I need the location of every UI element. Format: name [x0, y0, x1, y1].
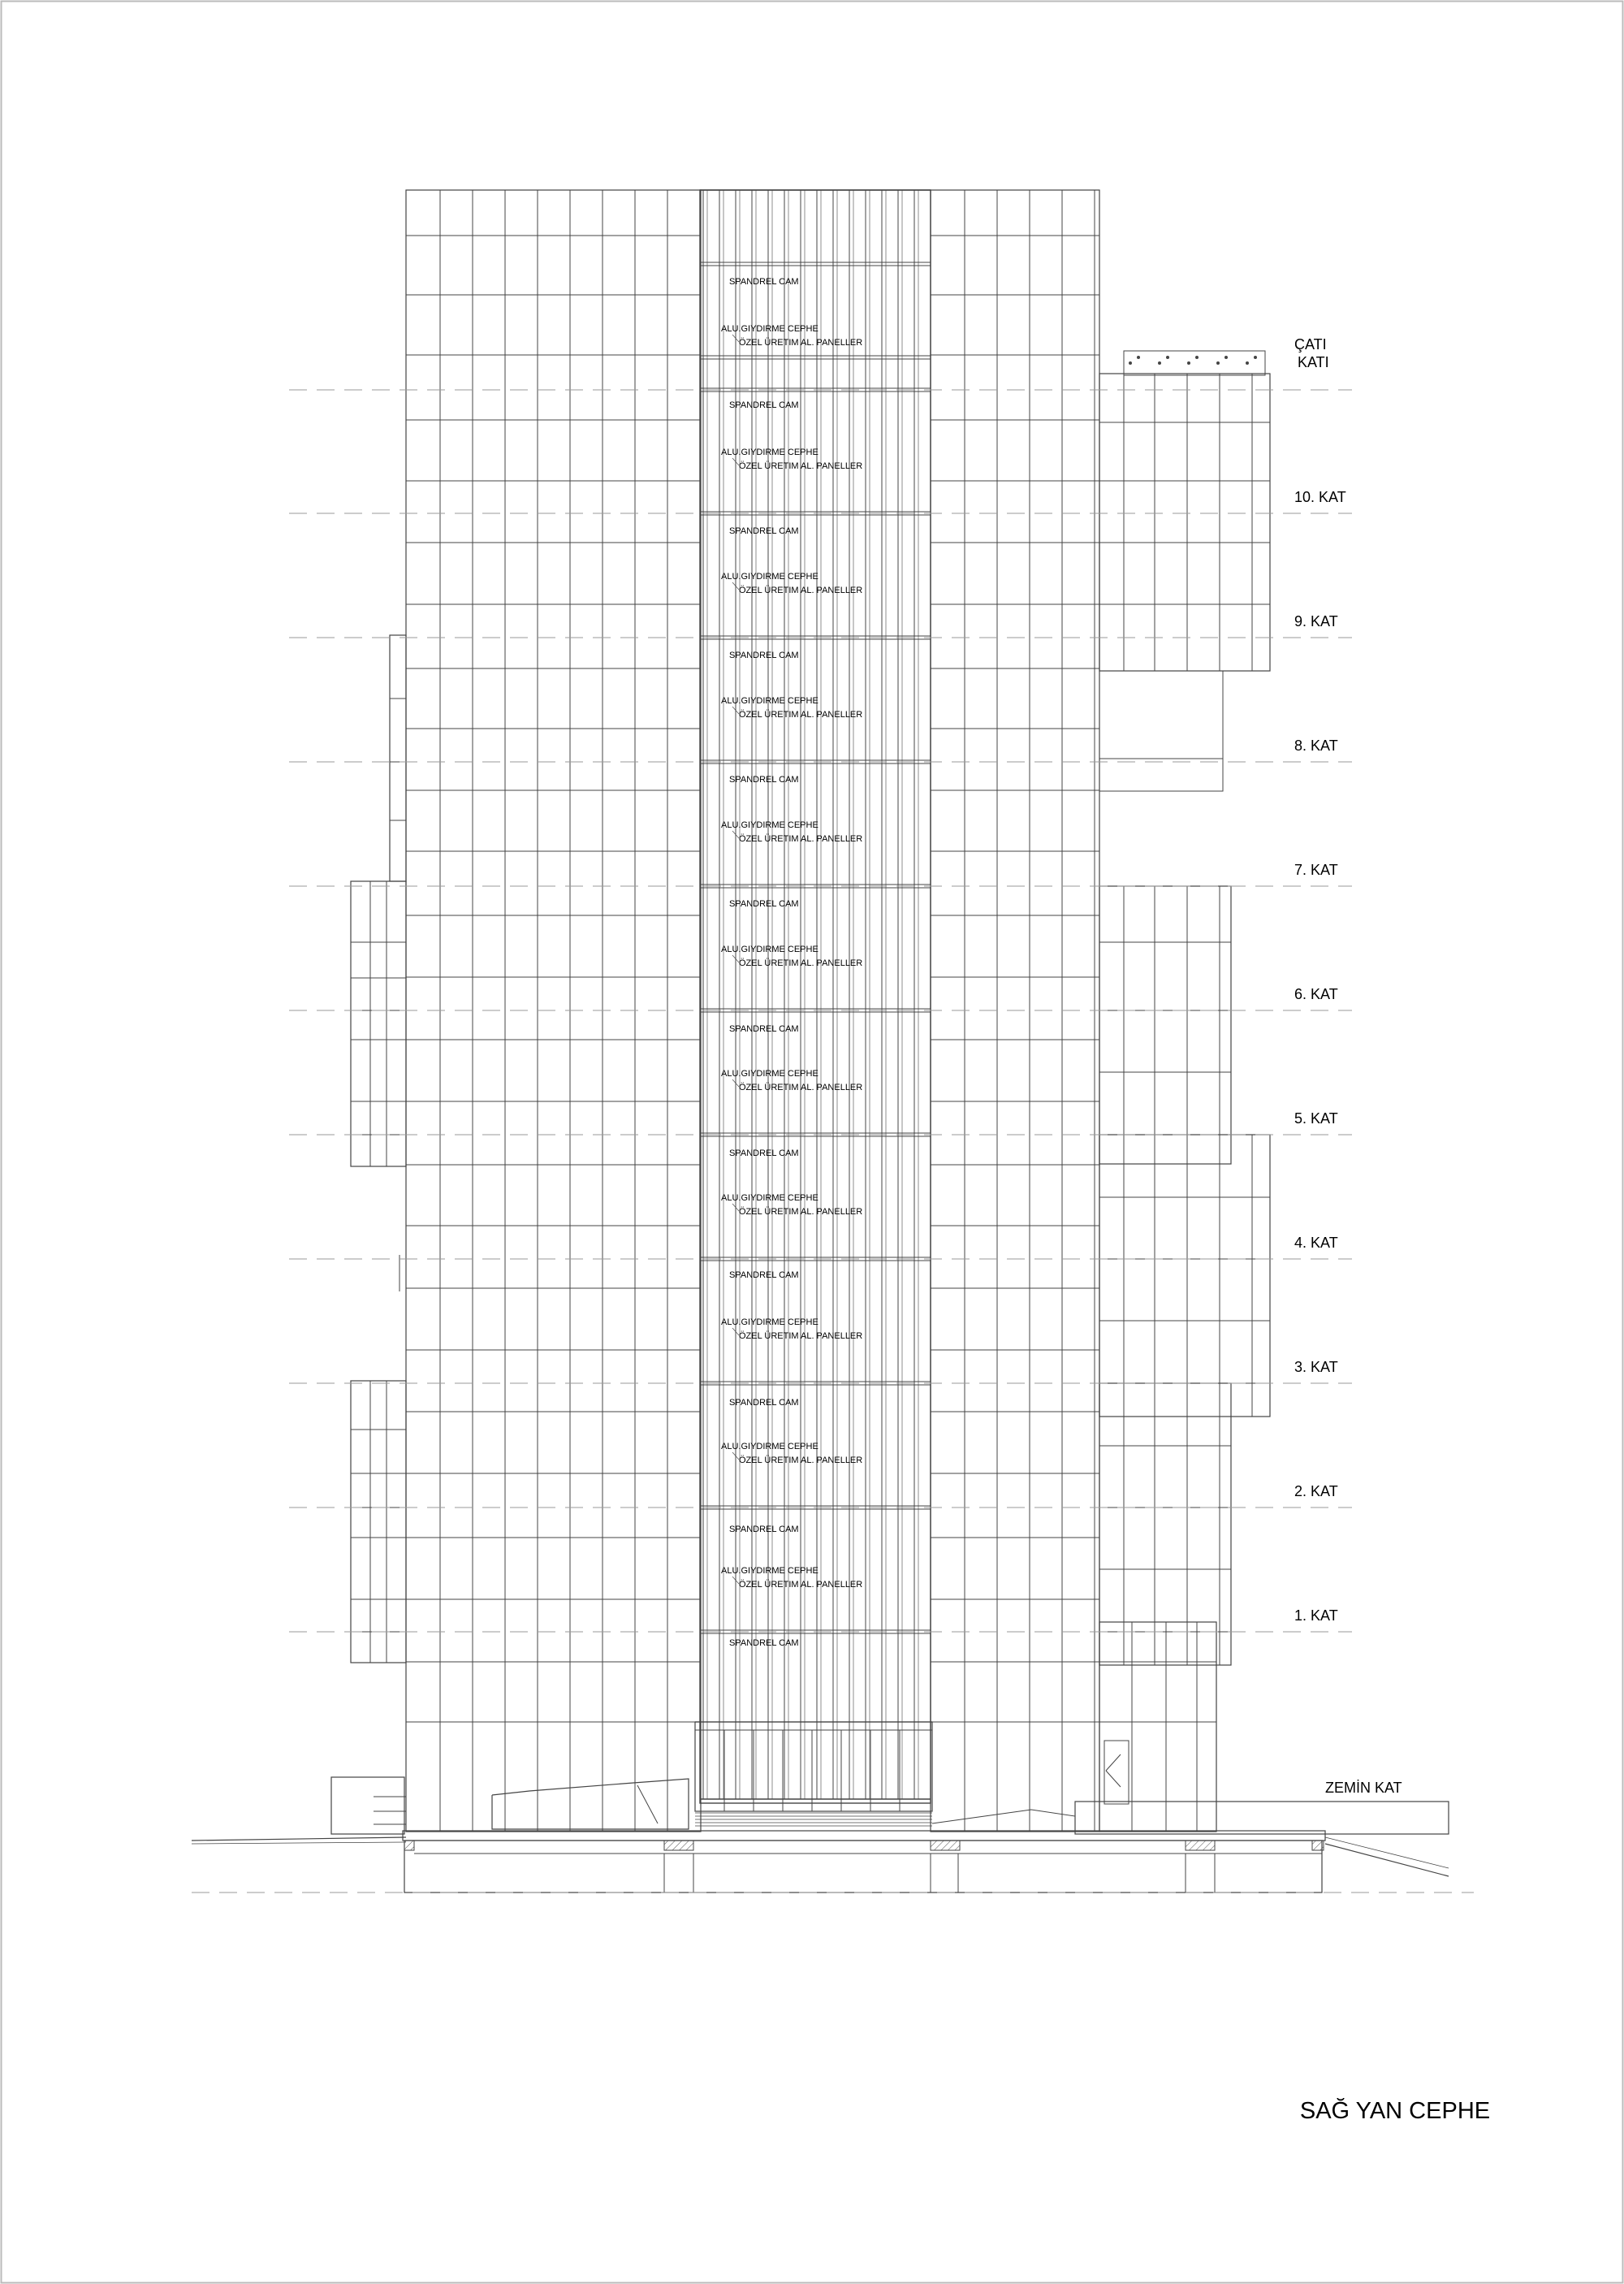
level-label-kat10: [1294, 489, 1346, 505]
slab-hatch: [404, 1841, 414, 1850]
custom-panel-note: ÖZEL ÜRETIM AL. PANELLER: [739, 1083, 863, 1092]
level-label-kat4: [1294, 1235, 1338, 1251]
spandrel-glass-note: SPANDREL CAM: [729, 899, 799, 909]
roof-anchor-point: [1254, 356, 1257, 359]
cladding-note: ALU.GIYDIRME CEPHE: [721, 1442, 818, 1451]
cladding-note: ALU.GIYDIRME CEPHE: [721, 1193, 818, 1203]
roof-anchor-point: [1246, 361, 1249, 365]
level-label-line: 3. KAT: [1294, 1359, 1338, 1375]
level-label-line: 5. KAT: [1294, 1110, 1338, 1127]
level-label-line: 4. KAT: [1294, 1235, 1338, 1251]
roof-anchor-point: [1224, 356, 1228, 359]
level-label-kat1: [1294, 1607, 1338, 1624]
spandrel-glass-note: SPANDREL CAM: [729, 1638, 799, 1648]
cladding-note: ALU.GIYDIRME CEPHE: [721, 696, 818, 706]
cladding-note: ALU.GIYDIRME CEPHE: [721, 448, 818, 457]
roof-anchor-point: [1216, 361, 1220, 365]
custom-panel-note: ÖZEL ÜRETIM AL. PANELLER: [739, 338, 863, 348]
custom-panel-note: ÖZEL ÜRETIM AL. PANELLER: [739, 834, 863, 844]
drawing-title: SAĞ YAN CEPHE: [1299, 2098, 1491, 2124]
level-label-line: 8. KAT: [1294, 738, 1338, 754]
slab-hatch: [1312, 1841, 1324, 1850]
level-label-kat9: [1294, 613, 1338, 629]
custom-panel-note: ÖZEL ÜRETIM AL. PANELLER: [739, 1331, 863, 1341]
level-label-kat5: [1294, 1110, 1338, 1127]
spandrel-glass-note: SPANDREL CAM: [729, 1270, 799, 1280]
level-label-line: 7. KAT: [1294, 862, 1338, 878]
roof-anchor-point: [1195, 356, 1199, 359]
spandrel-glass-note: SPANDREL CAM: [729, 1398, 799, 1408]
roof-anchor-point: [1129, 361, 1132, 365]
roof-anchor-point: [1166, 356, 1169, 359]
custom-panel-note: ÖZEL ÜRETIM AL. PANELLER: [739, 958, 863, 968]
spandrel-glass-note: SPANDREL CAM: [729, 526, 799, 536]
custom-panel-note: ÖZEL ÜRETIM AL. PANELLER: [739, 1580, 863, 1590]
level-label-kat2: [1294, 1483, 1338, 1499]
slab-hatch: [931, 1841, 960, 1850]
roof-anchor-point: [1137, 356, 1140, 359]
spandrel-glass-note: SPANDREL CAM: [729, 400, 799, 410]
cladding-note: ALU.GIYDIRME CEPHE: [721, 820, 818, 830]
level-label-line: 1. KAT: [1294, 1607, 1338, 1624]
custom-panel-note: ÖZEL ÜRETIM AL. PANELLER: [739, 461, 863, 471]
level-label-line: ZEMİN KAT: [1325, 1780, 1402, 1796]
level-label-kat8: [1294, 738, 1338, 754]
spandrel-glass-note: SPANDREL CAM: [729, 1525, 799, 1534]
spandrel-glass-note: SPANDREL CAM: [729, 775, 799, 785]
roof-anchor-point: [1187, 361, 1190, 365]
cladding-note: ALU.GIYDIRME CEPHE: [721, 1317, 818, 1327]
spandrel-glass-note: SPANDREL CAM: [729, 1148, 799, 1158]
level-label-line: 6. KAT: [1294, 986, 1338, 1002]
roof-anchor-point: [1158, 361, 1161, 365]
level-label-line: ÇATI: [1294, 336, 1327, 353]
level-label-line: 10. KAT: [1294, 489, 1346, 505]
level-label-kat6: [1294, 986, 1338, 1002]
level-label-line: 2. KAT: [1294, 1483, 1338, 1499]
spandrel-glass-note: SPANDREL CAM: [729, 1024, 799, 1034]
cladding-note: ALU.GIYDIRME CEPHE: [721, 1566, 818, 1576]
spandrel-glass-note: SPANDREL CAM: [729, 277, 799, 287]
custom-panel-note: ÖZEL ÜRETIM AL. PANELLER: [739, 710, 863, 720]
custom-panel-note: ÖZEL ÜRETIM AL. PANELLER: [739, 1207, 863, 1217]
custom-panel-note: ÖZEL ÜRETIM AL. PANELLER: [739, 1456, 863, 1465]
cladding-note: ALU.GIYDIRME CEPHE: [721, 324, 818, 334]
level-label-kat3: [1294, 1359, 1338, 1375]
level-label-zemin: [1325, 1780, 1402, 1796]
spandrel-glass-note: SPANDREL CAM: [729, 651, 799, 660]
slab-hatch: [1186, 1841, 1215, 1850]
level-label-line: 9. KAT: [1294, 613, 1338, 629]
level-label-line: KATI: [1298, 354, 1329, 370]
level-label-kat7: [1294, 862, 1338, 878]
cladding-note: ALU.GIYDIRME CEPHE: [721, 1069, 818, 1079]
cladding-note: ALU.GIYDIRME CEPHE: [721, 572, 818, 582]
custom-panel-note: ÖZEL ÜRETIM AL. PANELLER: [739, 586, 863, 595]
cladding-note: ALU.GIYDIRME CEPHE: [721, 945, 818, 954]
slab-hatch: [664, 1841, 693, 1850]
